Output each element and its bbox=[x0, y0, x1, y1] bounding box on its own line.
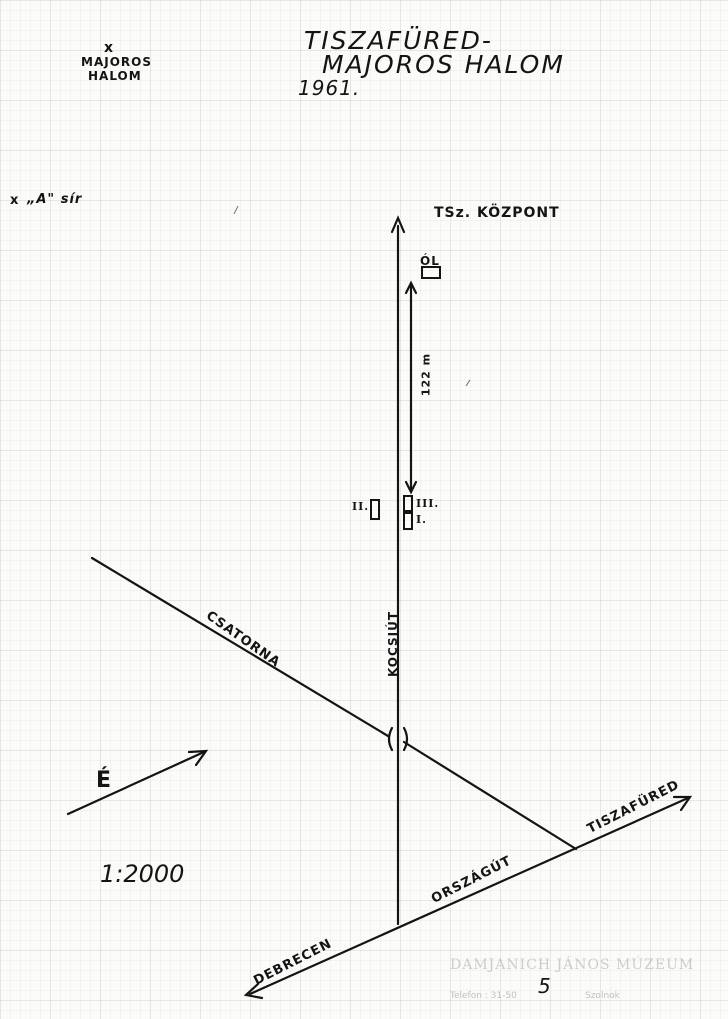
site-2-label: II. bbox=[352, 500, 370, 513]
cart-road-label: KOCSIÚT bbox=[386, 610, 400, 678]
corner-note-line-1: MAJOROS bbox=[81, 55, 152, 69]
culvert-left-bracket bbox=[389, 728, 392, 750]
culvert-right-bracket bbox=[404, 728, 407, 750]
canal-line-continuation bbox=[404, 742, 576, 849]
tiszafured-direction-label: TISZAFÜRED bbox=[584, 777, 683, 837]
scale-label: 1:2000 bbox=[100, 860, 185, 888]
site-2-rectangle bbox=[371, 500, 379, 519]
barn-label: ÓL bbox=[420, 254, 440, 268]
corner-cross-mark: x bbox=[104, 40, 115, 56]
title-line-2: MAJOROS HALOM bbox=[322, 50, 565, 79]
north-label: É bbox=[96, 768, 113, 793]
distance-label: 122 m bbox=[419, 352, 433, 397]
page-number: 5 bbox=[538, 974, 552, 998]
highway-label: ORSZÁGÚT bbox=[429, 853, 515, 907]
debrecen-direction-label: DEBRECEN bbox=[251, 936, 335, 989]
museum-stamp-title: DAMJANICH JÁNOS MÚZEUM bbox=[450, 957, 695, 973]
site-3-label: III. bbox=[416, 497, 440, 510]
corner-note-line-2: HALOM bbox=[88, 69, 142, 83]
grave-label: „A" sír bbox=[27, 192, 83, 207]
museum-stamp-phone: Telefon : 31-50 bbox=[450, 991, 517, 1001]
scratch-mark bbox=[234, 206, 238, 214]
grave-cross-mark: x bbox=[10, 193, 20, 208]
site-1-label: I. bbox=[416, 513, 427, 526]
barn-rectangle bbox=[422, 267, 440, 278]
north-arrow-line bbox=[68, 752, 204, 814]
title-year: 1961. bbox=[298, 76, 361, 100]
canal-label: CSATORNA bbox=[203, 608, 283, 671]
site-3-rectangle bbox=[404, 496, 412, 511]
museum-stamp-city: Szolnok bbox=[585, 991, 620, 1001]
scratch-mark bbox=[466, 380, 470, 386]
site-1-rectangle bbox=[404, 513, 412, 529]
cooperative-center-label: TSz. KÖZPONT bbox=[434, 205, 560, 221]
title-line-1: TISZAFÜRED- bbox=[304, 26, 493, 55]
